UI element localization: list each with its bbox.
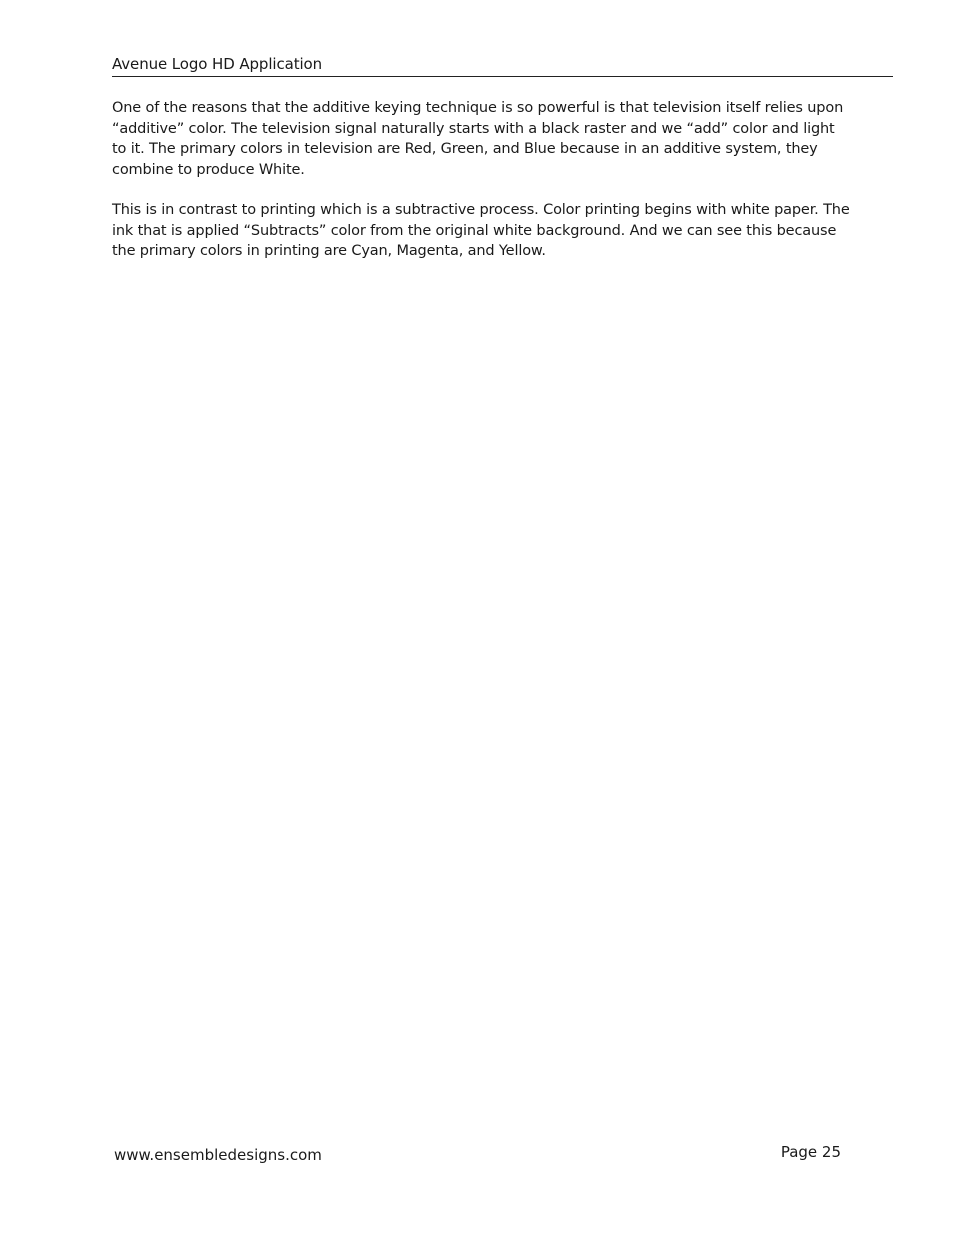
paragraph-subtractive-color: This is in contrast to printing which is a subtractive process. Color printing begins with white paper. The ink that is applied “Subtracts” color from the original white background. And we can see this because the primary colors in printing are Cyan, Magenta, and Yellow. [112, 202, 850, 259]
running-header [112, 55, 893, 77]
body-text [112, 98, 852, 282]
footer-page-number: Page 25 [780, 1143, 841, 1161]
paragraph-additive-color: One of the reasons that the additive keying technique is so powerful is that television itself relies upon “additive” color. The television signal naturally starts with a black raster and we “add” color and light to it. The primary colors in television are Red, Green, and Blue because in an additive system, they combine to produce White. [112, 100, 844, 178]
footer-website: www.ensembledesigns.com [114, 1146, 322, 1164]
document-title: Avenue Logo HD Application [112, 55, 323, 73]
